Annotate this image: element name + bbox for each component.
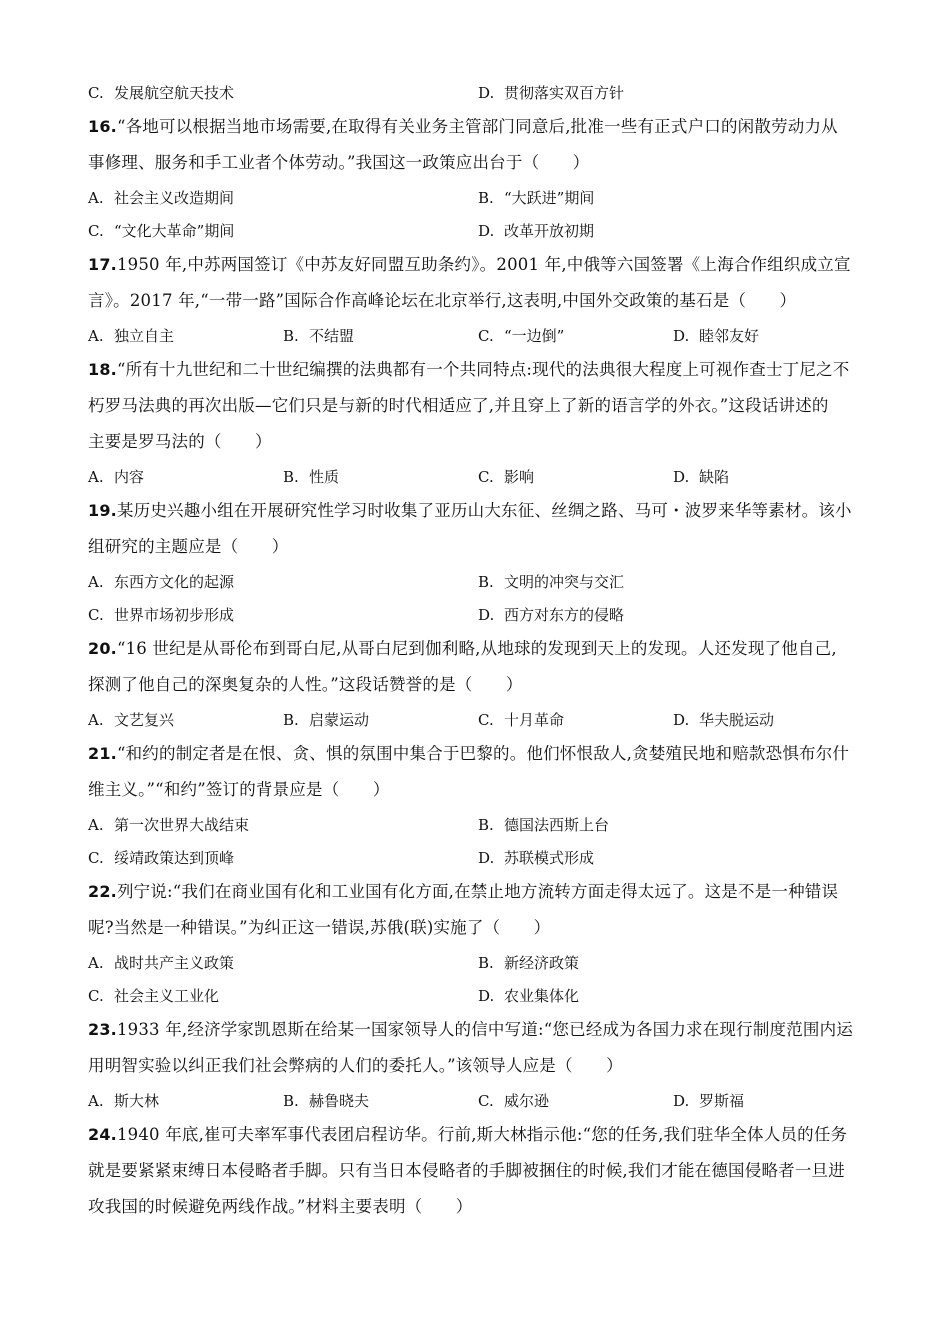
question-text: “和约的制定者是在恨、贪、惧的氛围中集合于巴黎的。他们怀恨敌人,贪婪殖民地和赔款恐惧布尔什 [116,744,850,763]
question-line [88,874,868,910]
question-22 [88,874,868,946]
option-a [88,466,283,487]
question-line: 组研究的主题应是（ ） [88,537,289,556]
carryover-options [88,76,868,109]
question-number: 23. [88,1020,117,1039]
option-text: “一边倒” [504,327,565,345]
question-18 [88,352,868,460]
option-letter: D. [478,84,495,102]
option-a [88,325,283,346]
option-text: 赫鲁晓夫 [309,1092,370,1110]
option-letter: D. [478,849,495,867]
question-line [88,631,868,667]
option-letter: C. [88,849,104,867]
option-letter: A. [88,573,104,591]
option-b [478,571,868,592]
question-24 [88,1117,868,1225]
option-text: 改革开放初期 [504,222,595,240]
option-letter: D. [478,222,495,240]
question-line: 事修理、服务和手工业者个体劳动。”我国这一政策应出台于（ ） [88,153,590,172]
options-19-row2 [88,598,868,631]
question-line [88,493,868,529]
question-text: 1933 年,经济学家凯恩斯在给某一国家领导人的信中写道:“您已经成为各国力求在现行制度范围内运 [116,1020,854,1039]
question-line [88,247,868,283]
question-text: 1940 年底,崔可夫率军事代表团启程访华。行前,斯大林指示他:“您的任务,我们驻华全体人员的任务 [116,1125,848,1144]
question-line: 主要是罗马法的（ ） [88,432,272,451]
option-d [478,220,868,241]
option-letter: A. [88,468,104,486]
option-letter: A. [88,327,104,345]
options-23 [88,1084,868,1117]
options-16 [88,181,868,214]
question-17 [88,247,868,319]
option-text: 独立自主 [114,327,175,345]
question-line [88,1117,868,1153]
option-letter: B. [283,468,299,486]
option-c [88,985,478,1006]
option-c [88,82,478,103]
options-21-row2 [88,841,868,874]
option-a [88,814,478,835]
option-text: 西方对东方的侵略 [504,606,625,624]
option-letter: A. [88,1092,104,1110]
question-19 [88,493,868,565]
option-letter: B. [283,327,299,345]
question-line: 就是要紧紧束缚日本侵略者手脚。只有当日本侵略者的手脚被捆住的时候,我们才能在德国侵略者一旦进 [88,1161,845,1180]
question-text: “所有十九世纪和二十世纪编撰的法典都有一个共同特点:现代的法典很大程度上可视作查士丁尼之不 [116,360,850,379]
option-letter: C. [88,222,104,240]
question-16 [88,109,868,181]
option-c [478,466,673,487]
option-letter: B. [478,816,494,834]
option-b [283,325,478,346]
options-22-row2 [88,979,868,1012]
question-line [88,1012,868,1048]
options-16-row2 [88,214,868,247]
option-text: 性质 [309,468,340,486]
option-letter: A. [88,816,104,834]
question-text: “各地可以根据当地市场需要,在取得有关业务主管部门同意后,批准一些有正式户口的闲散劳动力从 [116,117,838,136]
option-text: 内容 [114,468,145,486]
question-line [88,352,868,388]
question-line: 维主义。”“和约”签订的背景应是（ ） [88,780,390,799]
question-line: 探测了他自己的深奥复杂的人性。”这段话赞誉的是（ ） [88,675,523,694]
exam-page [88,76,868,1225]
options-17 [88,319,868,352]
question-number: 17. [88,255,117,274]
option-b [283,709,478,730]
option-text: 睦邻友好 [699,327,760,345]
option-text: 世界市场初步形成 [114,606,235,624]
option-d [673,325,868,346]
option-d [478,847,868,868]
option-text: 德国法西斯上台 [504,816,610,834]
option-text: 影响 [504,468,535,486]
option-letter: D. [478,606,495,624]
option-text: 斯大林 [114,1092,160,1110]
option-d [673,466,868,487]
option-letter: C. [478,468,494,486]
options-20 [88,703,868,736]
option-text: 缺陷 [699,468,730,486]
options-22 [88,946,868,979]
option-c [478,325,673,346]
option-letter: C. [88,987,104,1005]
option-text: 社会主义工业化 [114,987,220,1005]
option-text: 第一次世界大战结束 [114,816,250,834]
option-text: 威尔逊 [504,1092,550,1110]
question-number: 20. [88,639,117,658]
options-21 [88,808,868,841]
question-number: 19. [88,501,117,520]
question-number: 18. [88,360,117,379]
option-text: 十月革命 [504,711,565,729]
option-letter: B. [478,954,494,972]
question-line: 言》。2017 年,“一带一路”国际合作高峰论坛在北京举行,这表明,中国外交政策的基石是（ ） [88,291,797,310]
option-letter: A. [88,711,104,729]
option-letter: C. [478,1092,494,1110]
question-21 [88,736,868,808]
option-letter: C. [478,327,494,345]
option-b [478,814,868,835]
option-text: 新经济政策 [504,954,580,972]
option-text: 贯彻落实双百方针 [504,84,625,102]
option-c [478,709,673,730]
question-line: 攻我国的时候避免两线作战。”材料主要表明（ ） [88,1197,473,1216]
option-b [478,187,868,208]
option-text: 不结盟 [309,327,355,345]
question-line [88,736,868,772]
option-letter: D. [673,468,690,486]
option-c [88,220,478,241]
option-text: 战时共产主义政策 [114,954,235,972]
option-a [88,709,283,730]
option-d [478,985,868,1006]
option-c [478,1090,673,1111]
option-a [88,952,478,973]
option-text: 绥靖政策达到顶峰 [114,849,235,867]
question-line: 朽罗马法典的再次出版—它们只是与新的时代相适应了,并且穿上了新的语言学的外衣。”这段话讲述的 [88,396,829,415]
option-b [478,952,868,973]
option-text: 华夫脱运动 [699,711,775,729]
question-text: 1950 年,中苏两国签订《中苏友好同盟互助条约》。2001 年,中俄等六国签署《上海合作组织成立宣 [116,255,851,274]
option-letter: A. [88,954,104,972]
question-text: “16 世纪是从哥伦布到哥白尼,从哥白尼到伽利略,从地球的发现到天上的发现。人还发现了他自己, [116,639,837,658]
option-d [478,604,868,625]
option-a [88,1090,283,1111]
options-19 [88,565,868,598]
question-number: 21. [88,744,117,763]
option-letter: C. [88,84,104,102]
question-number: 16. [88,117,117,136]
option-a [88,571,478,592]
option-text: 文艺复兴 [114,711,175,729]
option-text: 罗斯福 [699,1092,745,1110]
option-c [88,604,478,625]
option-letter: B. [283,1092,299,1110]
question-text: 列宁说:“我们在商业国有化和工业国有化方面,在禁止地方流转方面走得太远了。这是不是一种错误 [116,882,839,901]
question-line: 用明智实验以纠正我们社会弊病的人们的委托人。”该领导人应是（ ） [88,1056,623,1075]
option-text: “大跃进”期间 [504,189,595,207]
option-text: 农业集体化 [504,987,580,1005]
question-line [88,109,868,145]
option-letter: B. [283,711,299,729]
question-line: 呢?当然是一种错误。”为纠正这一错误,苏俄(联)实施了（ ） [88,918,551,937]
question-number: 24. [88,1125,117,1144]
option-letter: C. [478,711,494,729]
option-letter: C. [88,606,104,624]
question-23 [88,1012,868,1084]
option-d [673,1090,868,1111]
option-text: 苏联模式形成 [504,849,595,867]
option-letter: B. [478,189,494,207]
option-text: 社会主义改造期间 [114,189,235,207]
question-text: 某历史兴趣小组在开展研究性学习时收集了亚历山大东征、丝绸之路、马可・波罗来华等素材。该小 [116,501,852,520]
option-b [283,1090,478,1111]
option-text: 启蒙运动 [309,711,370,729]
option-letter: D. [673,327,690,345]
option-text: 发展航空航天技术 [114,84,235,102]
question-number: 22. [88,882,117,901]
option-letter: D. [673,711,690,729]
option-text: 文明的冲突与交汇 [504,573,625,591]
options-18 [88,460,868,493]
option-b [283,466,478,487]
question-20 [88,631,868,703]
option-d [673,709,868,730]
option-text: “文化大革命”期间 [114,222,235,240]
option-d [478,82,868,103]
option-letter: B. [478,573,494,591]
option-text: 东西方文化的起源 [114,573,235,591]
option-letter: D. [478,987,495,1005]
option-letter: D. [673,1092,690,1110]
option-a [88,187,478,208]
option-c [88,847,478,868]
option-letter: A. [88,189,104,207]
